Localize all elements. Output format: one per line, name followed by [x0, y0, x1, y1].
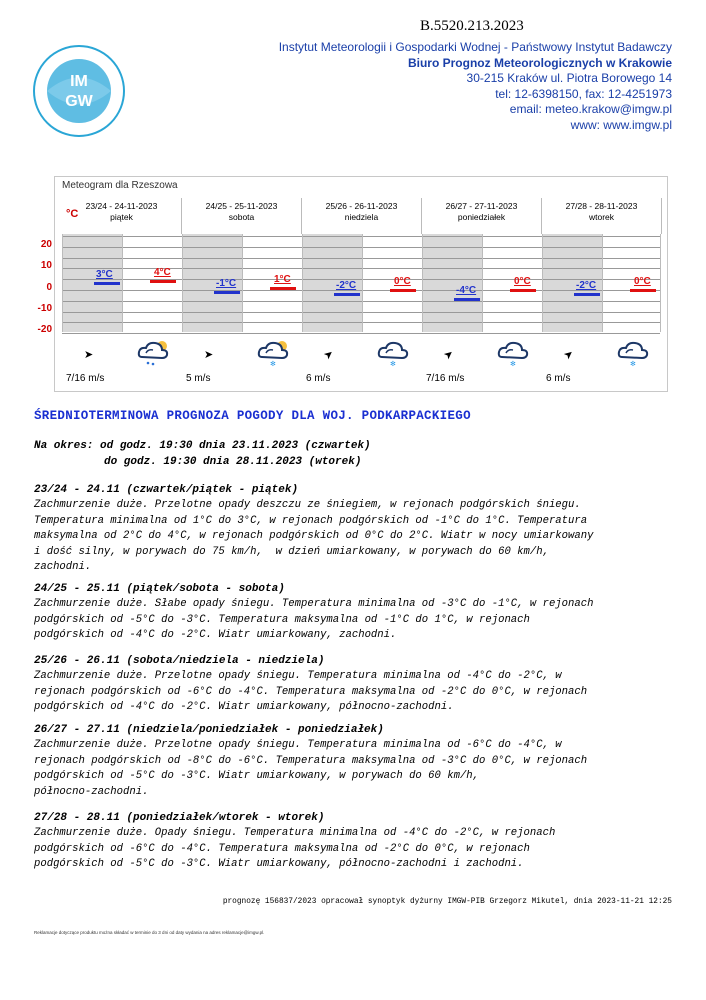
wind-arrow-icon: ➤ [204, 349, 214, 361]
forecast-line: podgórskich od -6°C do -4°C. Temperatura maksymalna od -2°C do 0°C, w rejonach [34, 842, 530, 855]
tmin-marker [94, 282, 120, 285]
grid-divider [362, 234, 363, 332]
grid-line [62, 333, 660, 334]
grid-line [62, 236, 660, 237]
forecast-line: podgórskich od -5°C do -3°C. Wiatr umiarkowany, północno-zachodni i zachodni. [34, 858, 524, 870]
tmax-marker [630, 289, 656, 292]
day-date: 24/25 - 25-11-2023 [205, 201, 278, 211]
tmax-label: 0°C [394, 276, 411, 287]
tmin-marker [574, 293, 600, 296]
grid-line [62, 301, 660, 302]
wind-arrow-icon: ➤ [561, 347, 577, 363]
svg-text:✻: ✻ [630, 361, 636, 367]
forecast-line: Zachmurzenie duże. Opady śniegu. Temperatura minimalna od -4°C do -2°C, w rejonach [34, 827, 556, 839]
complaints-note: Reklamacje dotyczące produktu można składać w terminie do 3 dni od daty wydania na adres reklamacje@imgw.pl. [34, 930, 265, 935]
forecast-heading: 25/26 - 26.11 (sobota/niedziela - niedziela) [34, 655, 325, 667]
y-tick-label: 10 [40, 260, 52, 271]
period-from: Na okres: od godz. 19:30 dnia 23.11.2023 (czwartek) [34, 440, 371, 452]
grid-divider [242, 234, 243, 332]
snow-icon [616, 337, 652, 367]
wind-arrow-icon: ➤ [84, 349, 94, 361]
y-tick-label: -20 [37, 324, 52, 335]
org-address: 30-215 Kraków ul. Piotra Borowego 14 [466, 71, 672, 85]
tmin-label: 3°C [96, 269, 113, 281]
org-email[interactable]: email: meteo.krakow@imgw.pl [509, 102, 672, 116]
forecast-line: Temperatura minimalna od 1°C do 3°C, w rejonach podgórskich od -1°C do 1°C. Temperatura [34, 514, 588, 527]
forecast-line: podgórskich od -4°C do -2°C. Wiatr umiarkowany, północno-zachodni. [34, 701, 454, 713]
forecast-line: Zachmurzenie duże. Przelotne opady deszczu ze śniegiem, w rejonach podgórskich śniegu. [34, 499, 581, 511]
day-name: poniedziałek [457, 212, 506, 222]
forecast-line: Zachmurzenie duże. Słabe opady śniegu. Temperatura minimalna od -3°C do -1°C, w rejonach [34, 598, 594, 610]
snow-icon [496, 337, 532, 367]
tmax-marker [390, 289, 416, 292]
night-band [422, 234, 482, 332]
forecast-line: podgórskich od -4°C do -2°C. Wiatr umiarkowany, zachodni. [34, 629, 397, 641]
forecast-text [34, 669, 674, 716]
forecast-line: rejonach podgórskich od -8°C do -6°C. Temperatura maksymalna od -3°C do 0°C, w rejonach [34, 754, 588, 767]
day-date: 27/28 - 28-11-2023 [565, 201, 638, 211]
tmin-marker [334, 293, 360, 296]
y-tick-label: -10 [37, 303, 52, 314]
meteogram-day-header [542, 198, 662, 234]
y-tick-label: 0 [46, 282, 52, 293]
svg-text:✻: ✻ [510, 361, 516, 367]
wind-arrow-icon: ➤ [441, 347, 457, 363]
grid-line [62, 247, 660, 248]
day-date: 26/27 - 27-11-2023 [445, 201, 518, 211]
forecast-heading: 26/27 - 27.11 (niedziela/poniedziałek - poniedziałek) [34, 724, 384, 736]
forecast-line: rejonach podgórskich od -6°C do -4°C. Temperatura maksymalna od -2°C do 0°C, w rejonach [34, 685, 588, 698]
grid-divider [542, 234, 543, 332]
y-tick-label: 20 [40, 239, 52, 250]
forecast-text [34, 498, 674, 576]
forecast-text [34, 738, 674, 800]
grid-divider [482, 234, 483, 332]
grid-divider [660, 234, 661, 332]
forecast-line: Zachmurzenie duże. Przelotne opady śniegu. Temperatura minimalna od -6°C do -4°C, w [34, 739, 562, 751]
forecast-line: zachodni. [34, 561, 92, 573]
tmin-marker [214, 291, 240, 294]
tmax-label: 0°C [634, 276, 651, 287]
org-name: Instytut Meteorologii i Gospodarki Wodnej - Państwowy Instytut Badawczy [278, 40, 672, 54]
day-date: 23/24 - 24-11-2023 [85, 201, 158, 211]
meteogram-title: Meteogram dla Rzeszowa [62, 180, 178, 191]
forecast-line: północno-zachodni. [34, 785, 149, 798]
tmin-label: -1°C [216, 278, 237, 290]
grid-divider [122, 234, 123, 332]
grid-divider [182, 234, 183, 332]
period-to: do godz. 19:30 dnia 28.11.2023 (wtorek) [104, 456, 362, 468]
org-phone: tel: 12-6398150, fax: 12-4251973 [495, 86, 672, 101]
forecast-line: podgórskich od -5°C do -3°C. Temperatura maksymalna od -1°C do 1°C, w rejonach [34, 613, 530, 626]
svg-text:GW: GW [65, 93, 93, 110]
day-date: 25/26 - 26-11-2023 [325, 201, 398, 211]
wind-arrow-icon: ➤ [321, 347, 337, 363]
grid-line [62, 258, 660, 259]
wind-speed: 5 m/s [186, 373, 211, 384]
meteogram-day-header [62, 198, 182, 234]
org-www[interactable]: www: www.imgw.pl [570, 117, 672, 132]
tmax-marker [150, 280, 176, 283]
tmin-label: -2°C [336, 280, 357, 292]
day-name: wtorek [588, 212, 615, 222]
day-name: piątek [110, 212, 133, 222]
svg-text:✻: ✻ [390, 361, 396, 367]
svg-text:✻: ✻ [270, 361, 276, 367]
wind-speed: 7/16 m/s [66, 373, 105, 384]
meteogram-day-header [302, 198, 422, 234]
grid-line [62, 290, 660, 291]
tmax-label: 4°C [154, 267, 171, 279]
tmax-label: 1°C [274, 273, 291, 285]
tmax-marker [270, 287, 296, 290]
wind-speed: 7/16 m/s [426, 373, 465, 384]
forecast-line: podgórskich od -5°C do -3°C. Wiatr umiarkowany, w porywach do 60 km/h, [34, 770, 480, 782]
grid-line [62, 312, 660, 313]
snow-sun-icon [256, 337, 292, 367]
snow-icon [376, 337, 412, 367]
grid-line [62, 322, 660, 323]
grid-divider [302, 234, 303, 332]
day-name: sobota [228, 212, 255, 222]
day-name: niedziela [344, 212, 379, 222]
grid-divider [422, 234, 423, 332]
grid-line [62, 268, 660, 269]
forecast-line: maksymalna od 2°C do 4°C, w rejonach podgórskich od 0°C do 2°C. Wiatr w nocy umiarkowany [34, 530, 594, 542]
meteogram-day-header [422, 198, 542, 234]
wind-speed: 6 m/s [546, 373, 571, 384]
tmin-label: -4°C [456, 284, 477, 296]
forecast-heading: 27/28 - 28.11 (poniedziałek/wtorek - wtorek) [34, 812, 325, 824]
forecast-text [34, 597, 674, 644]
tmax-marker [510, 289, 536, 292]
grid-divider [602, 234, 603, 332]
forecast-heading: 23/24 - 24.11 (czwartek/piątek - piątek) [34, 484, 299, 496]
svg-text:IM: IM [70, 73, 88, 90]
section-title: ŚREDNIOTERMINOWA PROGNOZA POGODY DLA WOJ. PODKARPACKIEGO [34, 409, 471, 423]
tmax-label: 0°C [514, 276, 531, 287]
rain-snow-icon [136, 337, 172, 367]
grid-divider [62, 234, 63, 332]
temperature-unit: °C [66, 208, 79, 220]
organization-header [279, 40, 672, 133]
forecast-text [34, 826, 674, 873]
forecast-line: Zachmurzenie duże. Przelotne opady śniegu. Temperatura minimalna od -4°C do -2°C, w [34, 670, 562, 682]
forecaster-note: prognozę 156837/2023 opracował synoptyk dyżurny IMGW-PIB Grzegorz Mikutel, dnia 2023-11-21 12:25 [222, 898, 672, 906]
imgw-logo [32, 44, 126, 138]
wind-speed: 6 m/s [306, 373, 331, 384]
forecast-line: i dość silny, w porywach do 75 km/h, w dzień umiarkowany, w porywach do 60 km/h, [34, 545, 549, 558]
meteogram-day-header [182, 198, 302, 234]
office-name: Biuro Prognoz Meteorologicznych w Krakowie [407, 55, 672, 70]
tmin-marker [454, 298, 480, 301]
forecast-heading: 24/25 - 25.11 (piątek/sobota - sobota) [34, 583, 285, 595]
document-number: B.5520.213.2023 [420, 18, 524, 34]
tmin-label: -2°C [576, 280, 597, 292]
